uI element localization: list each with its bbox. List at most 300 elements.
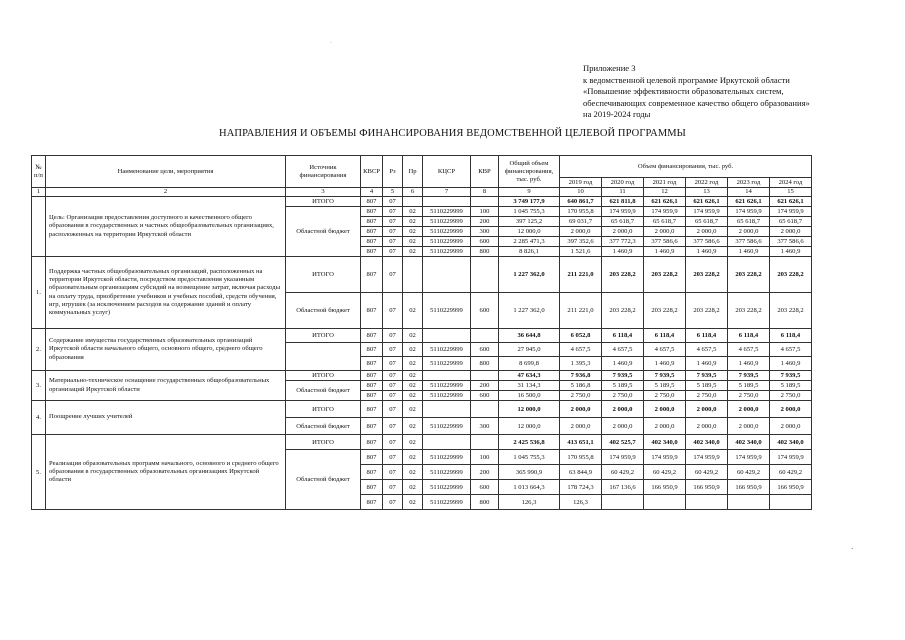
year-cell: 2 750,0 [728, 391, 770, 401]
year-cell: 1 460,9 [602, 247, 644, 257]
group-number [32, 197, 46, 257]
rz-cell: 07 [383, 391, 403, 401]
year-cell: 4 657,5 [602, 343, 644, 357]
year-cell: 7 939,5 [686, 371, 728, 381]
year-cell: 2 000,0 [686, 418, 728, 435]
kcsr-cell: 5110229999 [423, 227, 471, 237]
year-cell: 2 750,0 [686, 391, 728, 401]
year-cell: 377 586,6 [644, 237, 686, 247]
kcsr-cell [423, 401, 471, 418]
rz-cell: 07 [383, 435, 403, 450]
year-cell: 203 228,2 [686, 293, 728, 329]
kvr-cell: 800 [471, 357, 499, 371]
year-cell: 2 000,0 [770, 418, 812, 435]
year-cell: 5 189,5 [644, 381, 686, 391]
kvr-cell [471, 401, 499, 418]
year-cell: 174 959,9 [686, 450, 728, 465]
year-cell: 2 000,0 [560, 418, 602, 435]
kvsr-cell: 807 [361, 227, 383, 237]
kvsr-cell: 807 [361, 391, 383, 401]
year-cell: 60 429,2 [602, 465, 644, 480]
total-cell: 365 990,9 [499, 465, 560, 480]
header-year: 2020 год [602, 178, 644, 188]
year-cell: 174 959,9 [686, 207, 728, 217]
kvsr-cell: 807 [361, 435, 383, 450]
year-cell: 1 521,6 [560, 247, 602, 257]
year-cell [686, 495, 728, 510]
year-cell: 1 460,9 [770, 247, 812, 257]
col-num: 5 [383, 188, 403, 197]
source-cell: Областной бюджет [286, 450, 361, 510]
kvr-cell: 300 [471, 418, 499, 435]
group-name: Реализация образовательных программ начального, основного и среднего общего образования в государственных образовательных организациях Иркутской области [46, 435, 286, 510]
rz-cell: 07 [383, 217, 403, 227]
group-name: Поддержка частных общеобразовательных организаций, расположенных на территории Иркутской области, посредством предоставления указанным образовательным организациям субсидий на возмещение затрат, включая расходы на оплату труда, приобретение учебников и учебных пособий, средств обучения, игр, игрушек (за исключением расходов на содержание зданий и оплату коммунальных услуг) [46, 257, 286, 329]
header-total: Общий объем финансирования, тыс. руб. [499, 156, 560, 188]
kcsr-cell: 5110229999 [423, 418, 471, 435]
rz-cell: 07 [383, 343, 403, 357]
pr-cell [403, 257, 423, 293]
header-kvr: КВР [471, 156, 499, 188]
financing-table [31, 155, 812, 510]
group-name: Содержание имущества государственных образовательных организаций Иркутской области начального общего, основного общего, среднего общего образования [46, 329, 286, 371]
year-cell: 203 228,2 [770, 293, 812, 329]
year-cell: 174 959,9 [602, 207, 644, 217]
year-cell: 2 000,0 [770, 227, 812, 237]
year-cell: 6 118,4 [728, 329, 770, 343]
year-cell: 4 657,5 [644, 343, 686, 357]
year-cell: 2 000,0 [728, 418, 770, 435]
col-num: 11 [602, 188, 644, 197]
col-num: 14 [728, 188, 770, 197]
group-number: 1. [32, 257, 46, 329]
pr-cell: 02 [403, 357, 423, 371]
total-cell: 8 699,8 [499, 357, 560, 371]
kvsr-cell: 807 [361, 357, 383, 371]
rz-cell: 07 [383, 450, 403, 465]
pr-cell: 02 [403, 371, 423, 381]
year-cell: 2 750,0 [770, 391, 812, 401]
year-cell: 377 586,6 [686, 237, 728, 247]
kvsr-cell: 807 [361, 401, 383, 418]
year-cell [770, 495, 812, 510]
kvr-cell [471, 371, 499, 381]
year-cell: 6 118,4 [686, 329, 728, 343]
kvr-cell: 100 [471, 450, 499, 465]
year-cell: 621 626,1 [728, 197, 770, 207]
year-cell: 203 228,2 [770, 257, 812, 293]
total-cell: 12 000,0 [499, 418, 560, 435]
group-number: 2. [32, 329, 46, 371]
col-num: 6 [403, 188, 423, 197]
col-num: 9 [499, 188, 560, 197]
year-cell: 2 750,0 [644, 391, 686, 401]
col-num: 10 [560, 188, 602, 197]
year-cell: 5 189,5 [770, 381, 812, 391]
year-cell: 1 395,3 [560, 357, 602, 371]
rz-cell: 07 [383, 207, 403, 217]
page-mark: · [851, 545, 854, 553]
year-cell: 7 939,5 [644, 371, 686, 381]
col-num: 15 [770, 188, 812, 197]
year-cell: 621 811,8 [602, 197, 644, 207]
year-cell: 203 228,2 [728, 293, 770, 329]
kvr-cell: 200 [471, 381, 499, 391]
appendix-line: на 2019-2024 годы [583, 109, 651, 119]
total-cell: 3 749 177,9 [499, 197, 560, 207]
kcsr-cell: 5110229999 [423, 480, 471, 495]
year-cell: 621 626,1 [770, 197, 812, 207]
year-cell: 170 955,8 [560, 450, 602, 465]
group-name: Цель: Организация предоставления доступного и качественного общего образования в государственных и частных общеобразовательных организациях, расположенных на территории Иркутской области [46, 197, 286, 257]
year-cell: 1 460,9 [728, 247, 770, 257]
pr-cell: 02 [403, 343, 423, 357]
rz-cell: 07 [383, 293, 403, 329]
year-cell: 2 000,0 [644, 227, 686, 237]
year-cell: 2 000,0 [644, 401, 686, 418]
total-cell: 27 945,0 [499, 343, 560, 357]
group-number: 3. [32, 371, 46, 401]
total-cell: 8 826,1 [499, 247, 560, 257]
pr-cell: 02 [403, 207, 423, 217]
year-cell: 402 525,7 [602, 435, 644, 450]
year-cell: 126,3 [560, 495, 602, 510]
header-year: 2023 год [728, 178, 770, 188]
year-cell: 69 031,7 [560, 217, 602, 227]
total-cell: 12 000,0 [499, 227, 560, 237]
year-cell [644, 495, 686, 510]
year-cell: 203 228,2 [644, 293, 686, 329]
group-number: 5. [32, 435, 46, 510]
appendix-line: Приложение 3 [583, 63, 636, 73]
year-cell: 167 136,6 [602, 480, 644, 495]
kcsr-cell: 5110229999 [423, 247, 471, 257]
table-row [32, 401, 812, 418]
kcsr-cell: 5110229999 [423, 391, 471, 401]
source-cell: Областной бюджет [286, 381, 361, 401]
year-cell: 174 959,9 [644, 207, 686, 217]
kcsr-cell: 5110229999 [423, 465, 471, 480]
kvr-cell: 600 [471, 293, 499, 329]
year-cell: 174 959,9 [728, 207, 770, 217]
kvr-cell [471, 197, 499, 207]
year-cell: 174 959,9 [644, 450, 686, 465]
year-cell: 402 340,0 [770, 435, 812, 450]
kcsr-cell: 5110229999 [423, 381, 471, 391]
table-row [32, 197, 812, 207]
pr-cell: 02 [403, 217, 423, 227]
kvsr-cell: 807 [361, 343, 383, 357]
total-cell: 2 425 536,8 [499, 435, 560, 450]
total-cell: 31 134,3 [499, 381, 560, 391]
total-cell: 16 500,0 [499, 391, 560, 401]
appendix-line: обеспечивающих современное качество общего образования» [583, 97, 810, 108]
rz-cell: 07 [383, 480, 403, 495]
year-cell: 211 221,0 [560, 257, 602, 293]
year-cell: 2 000,0 [728, 227, 770, 237]
year-cell: 4 657,5 [560, 343, 602, 357]
kcsr-cell: 5110229999 [423, 450, 471, 465]
kvr-cell: 800 [471, 495, 499, 510]
kvsr-cell: 807 [361, 329, 383, 343]
kvr-cell [471, 257, 499, 293]
total-cell: 1 045 755,3 [499, 207, 560, 217]
kvsr-cell: 807 [361, 257, 383, 293]
pr-cell: 02 [403, 237, 423, 247]
year-cell: 178 724,3 [560, 480, 602, 495]
kvr-cell: 600 [471, 480, 499, 495]
pr-cell: 02 [403, 227, 423, 237]
col-num: 4 [361, 188, 383, 197]
col-num: 13 [686, 188, 728, 197]
year-cell: 7 939,5 [770, 371, 812, 381]
kvr-cell: 300 [471, 227, 499, 237]
kcsr-cell: 5110229999 [423, 237, 471, 247]
year-cell: 2 000,0 [770, 401, 812, 418]
rz-cell: 07 [383, 495, 403, 510]
table-row [32, 329, 812, 343]
kcsr-cell: 5110229999 [423, 357, 471, 371]
year-cell: 65 618,7 [770, 217, 812, 227]
rz-cell: 07 [383, 329, 403, 343]
year-cell: 203 228,2 [602, 293, 644, 329]
year-cell: 166 950,9 [644, 480, 686, 495]
year-cell: 377 586,6 [770, 237, 812, 247]
header-num: № п/п [32, 156, 46, 188]
year-cell: 2 000,0 [728, 401, 770, 418]
total-cell: 47 634,3 [499, 371, 560, 381]
pr-cell: 02 [403, 465, 423, 480]
year-cell: 377 772,3 [602, 237, 644, 247]
year-cell: 2 000,0 [644, 418, 686, 435]
kvsr-cell: 807 [361, 495, 383, 510]
year-cell: 60 429,2 [770, 465, 812, 480]
year-cell: 402 340,0 [686, 435, 728, 450]
kvsr-cell: 807 [361, 293, 383, 329]
header-volume: Объем финансирования, тыс. руб. [560, 156, 812, 178]
kvr-cell: 600 [471, 237, 499, 247]
kvr-cell [471, 329, 499, 343]
kvsr-cell: 807 [361, 237, 383, 247]
year-cell: 60 429,2 [728, 465, 770, 480]
kcsr-cell [423, 371, 471, 381]
kvr-cell: 800 [471, 247, 499, 257]
year-cell: 166 950,9 [770, 480, 812, 495]
total-cell: 1 227 362,0 [499, 293, 560, 329]
pr-cell: 02 [403, 418, 423, 435]
year-cell: 2 750,0 [560, 391, 602, 401]
kcsr-cell [423, 257, 471, 293]
year-cell: 4 657,5 [686, 343, 728, 357]
year-cell: 640 861,7 [560, 197, 602, 207]
source-cell: Областной бюджет [286, 207, 361, 257]
year-cell: 166 950,9 [686, 480, 728, 495]
appendix-line: к ведомственной целевой программе Иркутской области [583, 74, 790, 85]
kvr-cell: 200 [471, 217, 499, 227]
kcsr-cell [423, 197, 471, 207]
year-cell: 1 460,9 [644, 247, 686, 257]
source-cell: ИТОГО [286, 197, 361, 207]
source-cell: Областной бюджет [286, 418, 361, 435]
total-cell: 126,3 [499, 495, 560, 510]
year-cell: 2 750,0 [602, 391, 644, 401]
table-row [32, 371, 812, 381]
year-cell: 1 460,9 [728, 357, 770, 371]
year-cell: 1 460,9 [686, 357, 728, 371]
total-cell: 397 125,2 [499, 217, 560, 227]
year-cell: 1 460,9 [686, 247, 728, 257]
source-cell: ИТОГО [286, 257, 361, 293]
rz-cell: 07 [383, 465, 403, 480]
pr-cell: 02 [403, 293, 423, 329]
year-cell: 60 429,2 [644, 465, 686, 480]
kvsr-cell: 807 [361, 197, 383, 207]
group-name: Материально-техническое оснащение государственных общеобразовательных организаций Иркутской области [46, 371, 286, 401]
table-row [32, 257, 812, 293]
col-num: 2 [46, 188, 286, 197]
year-cell: 63 844,9 [560, 465, 602, 480]
header-year: 2019 год [560, 178, 602, 188]
year-cell: 65 618,7 [686, 217, 728, 227]
year-cell: 6 118,4 [602, 329, 644, 343]
year-cell: 2 000,0 [602, 418, 644, 435]
year-cell: 5 186,8 [560, 381, 602, 391]
year-cell: 5 189,5 [728, 381, 770, 391]
year-cell: 174 959,9 [728, 450, 770, 465]
year-cell: 211 221,0 [560, 293, 602, 329]
year-cell: 174 959,9 [602, 450, 644, 465]
rz-cell: 07 [383, 381, 403, 391]
col-num: 1 [32, 188, 46, 197]
total-cell: 1 045 755,3 [499, 450, 560, 465]
source-cell: ИТОГО [286, 435, 361, 450]
total-cell: 12 000,0 [499, 401, 560, 418]
year-cell: 7 936,8 [560, 371, 602, 381]
year-cell: 621 626,1 [644, 197, 686, 207]
kvsr-cell: 807 [361, 217, 383, 227]
year-cell: 174 959,9 [770, 207, 812, 217]
header-rz: Рз [383, 156, 403, 188]
col-num: 7 [423, 188, 471, 197]
col-num: 8 [471, 188, 499, 197]
rz-cell: 07 [383, 247, 403, 257]
year-cell: 2 000,0 [686, 227, 728, 237]
document-title: НАПРАВЛЕНИЯ И ОБЪЕМЫ ФИНАНСИРОВАНИЯ ВЕДОМСТВЕННОЙ ЦЕЛЕВОЙ ПРОГРАММЫ [219, 128, 686, 139]
rz-cell: 07 [383, 237, 403, 247]
year-cell: 65 618,7 [728, 217, 770, 227]
pr-cell: 02 [403, 247, 423, 257]
year-cell: 65 618,7 [644, 217, 686, 227]
year-cell: 2 000,0 [560, 227, 602, 237]
pr-cell: 02 [403, 435, 423, 450]
kvsr-cell: 807 [361, 371, 383, 381]
kvsr-cell: 807 [361, 381, 383, 391]
header-kcsr: КЦСР [423, 156, 471, 188]
year-cell: 413 651,1 [560, 435, 602, 450]
year-cell: 2 000,0 [602, 401, 644, 418]
source-cell [286, 343, 361, 371]
year-cell: 65 618,7 [602, 217, 644, 227]
year-cell: 203 228,2 [602, 257, 644, 293]
kvr-cell: 600 [471, 343, 499, 357]
kvsr-cell: 807 [361, 207, 383, 217]
year-cell [728, 495, 770, 510]
year-cell: 203 228,2 [728, 257, 770, 293]
source-cell: ИТОГО [286, 401, 361, 418]
year-cell: 4 657,5 [728, 343, 770, 357]
year-cell: 5 189,5 [602, 381, 644, 391]
header-year: 2021 год [644, 178, 686, 188]
kcsr-cell: 5110229999 [423, 495, 471, 510]
kvsr-cell: 807 [361, 418, 383, 435]
pr-cell: 02 [403, 480, 423, 495]
appendix-header [583, 63, 810, 121]
year-cell: 402 340,0 [644, 435, 686, 450]
kvr-cell [471, 435, 499, 450]
year-cell: 7 939,5 [602, 371, 644, 381]
source-cell: ИТОГО [286, 371, 361, 381]
rz-cell: 07 [383, 257, 403, 293]
year-cell: 402 340,0 [728, 435, 770, 450]
rz-cell: 07 [383, 401, 403, 418]
year-cell: 1 460,9 [770, 357, 812, 371]
year-cell: 6 118,4 [644, 329, 686, 343]
year-cell: 6 118,4 [770, 329, 812, 343]
rz-cell: 07 [383, 371, 403, 381]
year-cell: 4 657,5 [770, 343, 812, 357]
year-cell: 170 955,8 [560, 207, 602, 217]
pr-cell: 02 [403, 450, 423, 465]
year-cell: 377 586,6 [728, 237, 770, 247]
total-cell: 2 285 471,3 [499, 237, 560, 247]
year-cell: 397 352,6 [560, 237, 602, 247]
pr-cell: 02 [403, 381, 423, 391]
year-cell: 5 189,5 [686, 381, 728, 391]
kcsr-cell: 5110229999 [423, 293, 471, 329]
pr-cell: 02 [403, 401, 423, 418]
group-number: 4. [32, 401, 46, 435]
header-kvsr: КВСР [361, 156, 383, 188]
year-cell: 1 460,9 [644, 357, 686, 371]
rz-cell: 07 [383, 197, 403, 207]
year-cell: 2 000,0 [686, 401, 728, 418]
rz-cell: 07 [383, 418, 403, 435]
kcsr-cell [423, 329, 471, 343]
pr-cell: 02 [403, 391, 423, 401]
source-cell: Областной бюджет [286, 293, 361, 329]
pr-cell: 02 [403, 495, 423, 510]
year-cell: 621 626,1 [686, 197, 728, 207]
year-cell: 7 939,5 [728, 371, 770, 381]
year-cell: 203 228,2 [644, 257, 686, 293]
table-row [32, 435, 812, 450]
header-source: Источник финансирования [286, 156, 361, 188]
kvr-cell: 600 [471, 391, 499, 401]
header-year: 2022 год [686, 178, 728, 188]
year-cell: 60 429,2 [686, 465, 728, 480]
col-num: 3 [286, 188, 361, 197]
kcsr-cell: 5110229999 [423, 343, 471, 357]
rz-cell: 07 [383, 357, 403, 371]
year-cell: 166 950,9 [728, 480, 770, 495]
source-cell: ИТОГО [286, 329, 361, 343]
pr-cell: 02 [403, 329, 423, 343]
kvsr-cell: 807 [361, 450, 383, 465]
year-cell [602, 495, 644, 510]
kcsr-cell [423, 435, 471, 450]
header-name: Наименование цели, мероприятия [46, 156, 286, 188]
kvsr-cell: 807 [361, 247, 383, 257]
